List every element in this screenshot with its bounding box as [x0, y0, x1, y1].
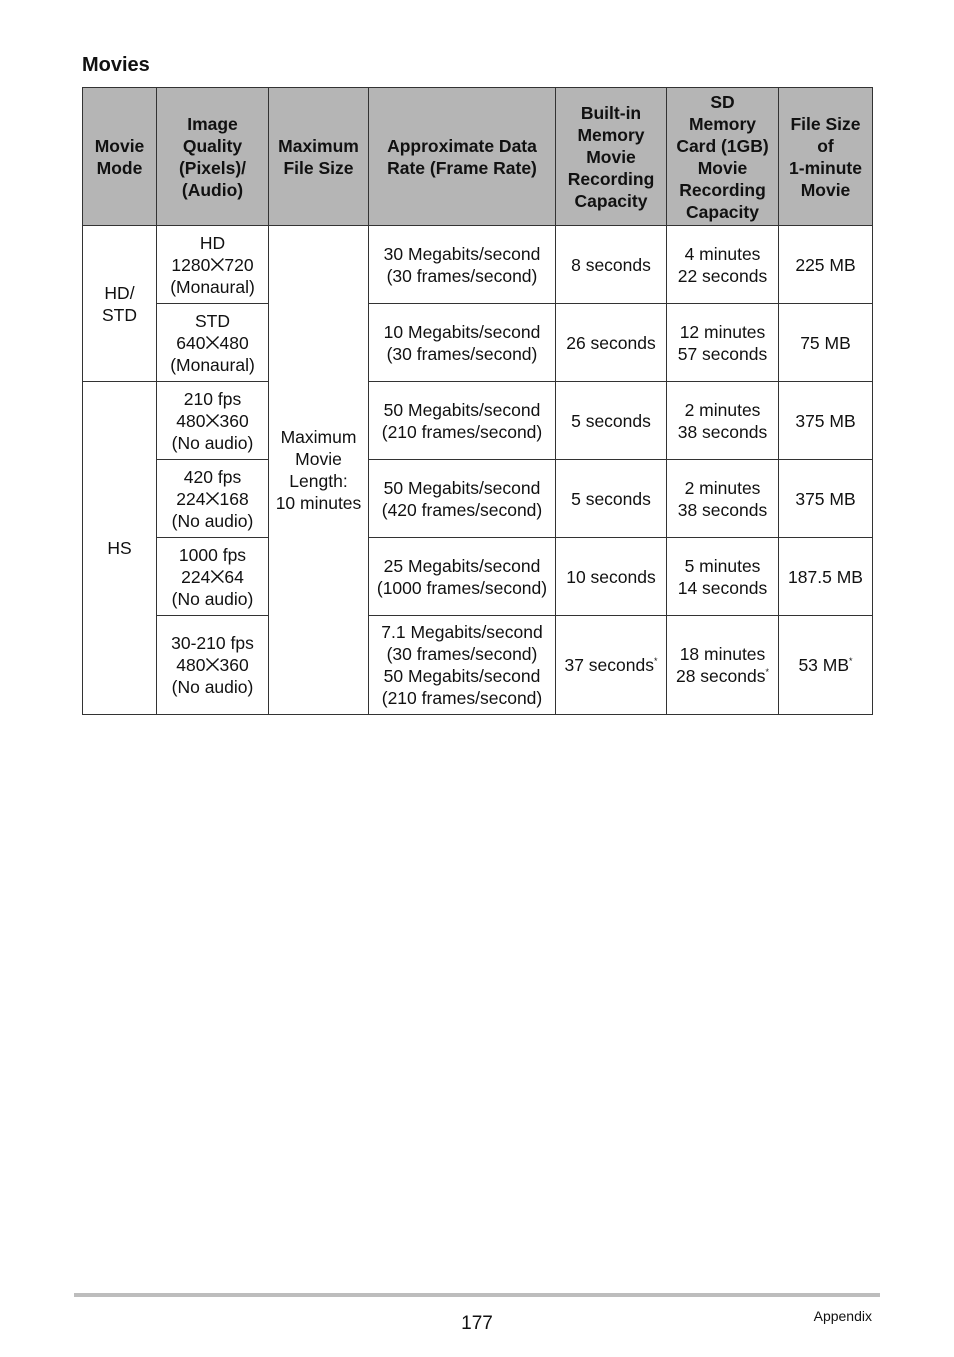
sd-cell: 5 minutes 14 seconds: [667, 538, 779, 616]
section-title: Movies: [82, 54, 150, 76]
builtin-cell: 8 seconds: [556, 226, 667, 304]
builtin-cell: 26 seconds: [556, 304, 667, 382]
builtin-value: 37 seconds: [564, 655, 654, 675]
table-header-row: [83, 88, 873, 226]
footnote-mark: *: [849, 656, 853, 667]
movies-spec-table: [82, 87, 873, 715]
builtin-cell: 10 seconds: [556, 538, 667, 616]
header-max-file-size: Maximum File Size: [269, 88, 369, 226]
footer-divider: [74, 1293, 880, 1297]
mode-cell-hdstd: HD/ STD: [83, 226, 157, 382]
quality-cell: HD 1280⨉720 (Monaural): [157, 226, 269, 304]
table-row: [83, 616, 873, 715]
header-image-quality: Image Quality (Pixels)/ (Audio): [157, 88, 269, 226]
quality-cell: 210 fps 480⨉360 (No audio): [157, 382, 269, 460]
rate-cell: 10 Megabits/second (30 frames/second): [369, 304, 556, 382]
sd-value: 18 minutes 28 seconds: [675, 644, 766, 686]
footnote-mark: *: [765, 667, 770, 678]
table-row: [83, 538, 873, 616]
sd-cell: [667, 616, 779, 715]
sd-cell: 2 minutes 38 seconds: [667, 382, 779, 460]
size-cell: 375 MB: [779, 460, 873, 538]
sd-cell: 12 minutes 57 seconds: [667, 304, 779, 382]
rate-cell: 50 Megabits/second (210 frames/second): [369, 382, 556, 460]
table-row: [83, 460, 873, 538]
table-row: [83, 382, 873, 460]
size-cell: 75 MB: [779, 304, 873, 382]
quality-cell: 420 fps 224⨉168 (No audio): [157, 460, 269, 538]
rate-cell: 30 Megabits/second (30 frames/second): [369, 226, 556, 304]
header-data-rate: Approximate Data Rate (Frame Rate): [369, 88, 556, 226]
builtin-cell: 5 seconds: [556, 382, 667, 460]
size-cell: 225 MB: [779, 226, 873, 304]
table-row: [83, 304, 873, 382]
size-cell: 375 MB: [779, 382, 873, 460]
size-cell: [779, 616, 873, 715]
page-number: 177: [461, 1313, 493, 1334]
quality-cell: 30-210 fps 480⨉360 (No audio): [157, 616, 269, 715]
header-sd-capacity: SD Memory Card (1GB) Movie Recording Capacity: [667, 88, 779, 226]
size-cell: 187.5 MB: [779, 538, 873, 616]
size-value: 53 MB: [798, 655, 850, 675]
footer-section-label: Appendix: [813, 1308, 872, 1324]
rate-cell: 50 Megabits/second (420 frames/second): [369, 460, 556, 538]
table-row: [83, 226, 873, 304]
footnote-mark: *: [654, 656, 658, 667]
quality-cell: STD 640⨉480 (Monaural): [157, 304, 269, 382]
mode-cell-hs: HS: [83, 382, 157, 715]
header-file-size-1min: File Size of 1-minute Movie: [779, 88, 873, 226]
builtin-cell: 5 seconds: [556, 460, 667, 538]
header-builtin-capacity: Built-in Memory Movie Recording Capacity: [556, 88, 667, 226]
max-file-size-cell: Maximum Movie Length: 10 minutes: [269, 226, 369, 715]
header-movie-mode: Movie Mode: [83, 88, 157, 226]
builtin-cell: [556, 616, 667, 715]
sd-cell: 4 minutes 22 seconds: [667, 226, 779, 304]
sd-cell: 2 minutes 38 seconds: [667, 460, 779, 538]
quality-cell: 1000 fps 224⨉64 (No audio): [157, 538, 269, 616]
rate-cell: 25 Megabits/second (1000 frames/second): [369, 538, 556, 616]
rate-cell: 7.1 Megabits/second (30 frames/second) 50 Megabits/second (210 frames/second): [369, 616, 556, 715]
